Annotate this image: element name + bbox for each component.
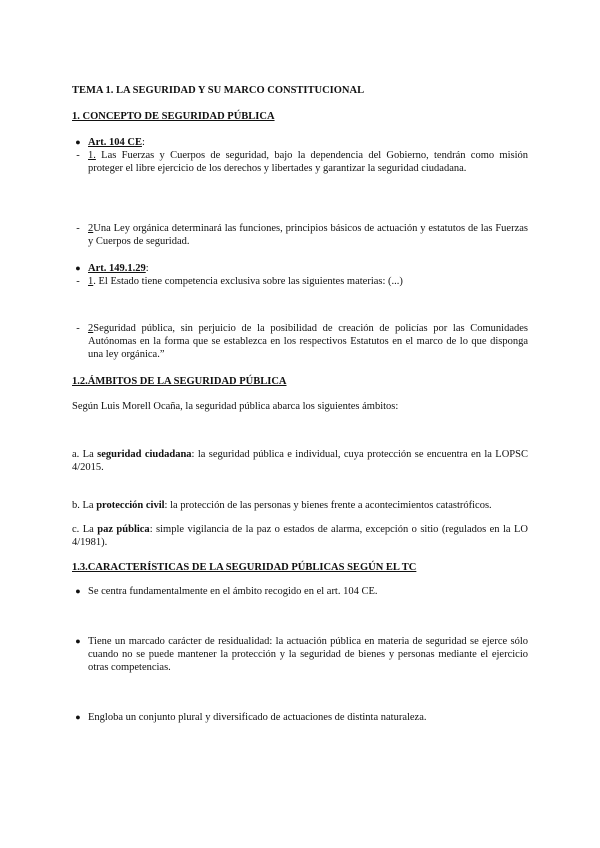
art104-p1-number: 1. xyxy=(88,150,96,161)
art149-p2-text: Seguridad pública, sin perjuicio de la posibilidad de creación de policías por las Comunidades Autónomas en la forma que se establezca en los respectivos Estatutos en el marco de lo que disponga una ley orgánica.” xyxy=(88,323,528,361)
art149-colon: : xyxy=(145,263,149,274)
art104-colon: : xyxy=(141,137,145,148)
section-1-heading: 1. CONCEPTO DE SEGURIDAD PÚBLICA xyxy=(72,111,275,122)
art149-p1-text: . El Estado tiene competencia exclusiva sobre las siguientes materias: (...) xyxy=(93,276,403,287)
dash-marker: - xyxy=(76,223,80,234)
ambito-a-term: seguridad ciudadana xyxy=(97,449,192,460)
art149-paragraph-1 xyxy=(76,275,528,288)
art104-bullet xyxy=(75,136,528,149)
dash-marker: - xyxy=(76,276,80,287)
ambito-b-term: protección civil xyxy=(96,500,165,511)
art104-p2-number: 2 xyxy=(88,223,94,234)
ambito-b-prefix: b. La xyxy=(72,500,97,511)
bullet-icon: ● xyxy=(75,586,81,596)
art149-paragraph-2 xyxy=(76,322,528,362)
art104-label: Art. 104 CE xyxy=(88,137,142,148)
ambito-b-text: : la protección de las personas y bienes frente a acontecimientos catastróficos. xyxy=(164,500,492,511)
art149-bullet xyxy=(75,262,528,275)
section-2-intro: Según Luis Morell Ocaña, la seguridad pública abarca los siguientes ámbitos: xyxy=(72,401,399,412)
dash-marker: - xyxy=(76,150,80,161)
art149-p1-number: 1 xyxy=(88,276,94,287)
ambito-a xyxy=(72,448,528,474)
ambito-c-prefix: c. La xyxy=(72,524,98,535)
characteristic-item xyxy=(75,711,528,724)
bullet-icon: ● xyxy=(75,137,81,147)
art104-p1-text: Las Fuerzas y Cuerpos de seguridad, bajo la dependencia del Gobierno, tendrán como misión proteger el libre ejercicio de los derechos y libertades y garantizar la seguridad ciudadana. xyxy=(88,150,528,175)
ambito-c-text: : simple vigilancia de la paz o estados de alarma, excepción o sitio (regulados en la LO 4/1981). xyxy=(72,524,528,549)
bullet-icon: ● xyxy=(75,636,81,646)
bullet-icon: ● xyxy=(75,712,81,722)
dash-marker: - xyxy=(76,323,80,334)
characteristic-text: Engloba un conjunto plural y diversificado de actuaciones de distinta naturaleza. xyxy=(88,712,427,723)
ambito-c-term: paz pública xyxy=(97,524,150,535)
ambito-a-prefix: a. La xyxy=(72,449,98,460)
art104-paragraph-2 xyxy=(76,222,528,248)
art104-paragraph-1 xyxy=(76,149,528,175)
ambito-b xyxy=(72,499,528,512)
art149-label: Art. 149.1.29 xyxy=(88,263,146,274)
document-title: TEMA 1. LA SEGURIDAD Y SU MARCO CONSTITUCIONAL xyxy=(72,85,365,96)
art104-p2-text: Una Ley orgánica determinará las funciones, principios básicos de actuación y estatutos de las Fuerzas y Cuerpos de seguridad. xyxy=(88,223,528,248)
section-3-heading: 1.3.CARACTERÍSTICAS DE LA SEGURIDAD PÚBLICAS SEGÚN EL TC xyxy=(72,562,417,573)
characteristic-item xyxy=(75,635,528,675)
ambito-a-text: : la seguridad pública e individual, cuya protección se encuentra en la LOPSC 4/2015. xyxy=(72,449,528,474)
bullet-icon: ● xyxy=(75,263,81,273)
ambito-c xyxy=(72,523,528,549)
art149-p2-number: 2 xyxy=(88,323,94,334)
characteristic-item xyxy=(75,585,528,598)
section-2-heading: 1.2.ÁMBITOS DE LA SEGURIDAD PÚBLICA xyxy=(72,376,287,387)
characteristic-text: Tiene un marcado carácter de residualidad: la actuación pública en materia de seguridad se ejerce sólo cuando no se puede mantener la protección y la seguridad de bienes y personas mediante el ejercicio otras competencias. xyxy=(88,636,528,674)
characteristic-text: Se centra fundamentalmente en el ámbito recogido en el art. 104 CE. xyxy=(88,586,378,597)
